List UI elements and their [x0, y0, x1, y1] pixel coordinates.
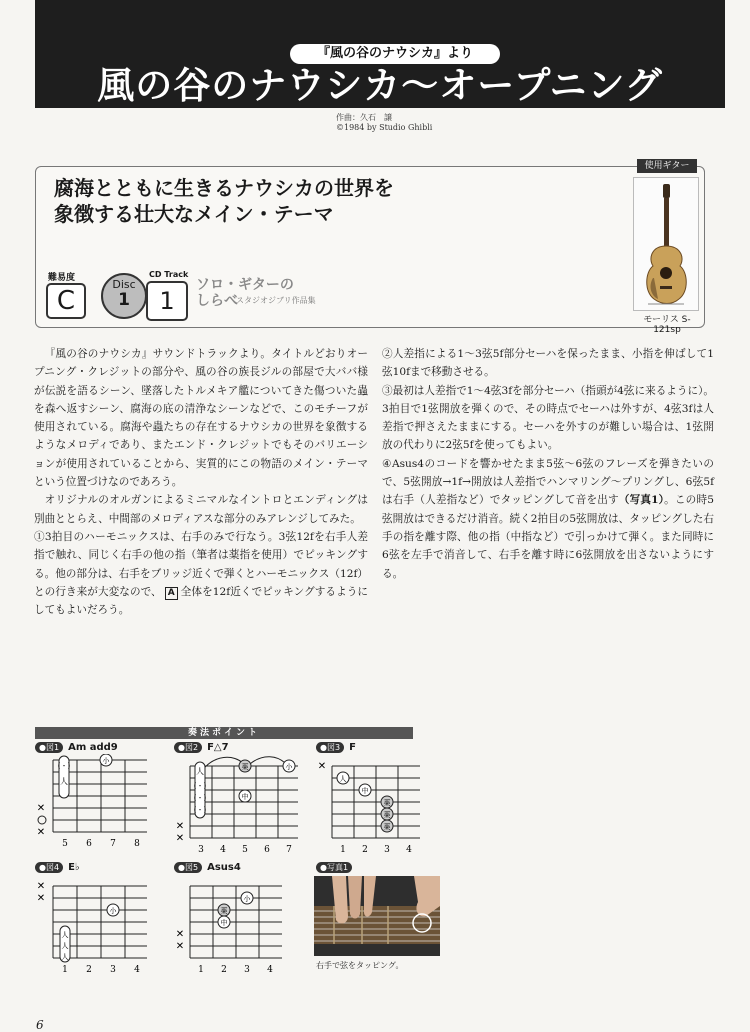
finger-mark: 人 — [339, 775, 347, 783]
diagram-tag: ●図3 — [316, 742, 344, 753]
paragraph: オリジナルのオルガンによるミニマルなイントロとエンディングは別曲ととらえ、中間部のメロディアスな部分のみアレンジしてみた。 — [34, 494, 368, 525]
fretboard — [174, 874, 294, 979]
tapping-photo-image — [314, 876, 440, 956]
svg-text:✕: ✕ — [36, 893, 46, 904]
diagram-tag: ●図4 — [35, 862, 63, 873]
finger-mark: 人 — [60, 777, 68, 786]
fret-number: 8 — [134, 839, 140, 849]
svg-text:✕: ✕ — [175, 821, 185, 832]
boxed-marker: A — [165, 587, 178, 600]
fret-number: 3 — [198, 845, 204, 855]
diagram-tag: ●図5 — [174, 862, 202, 873]
finger-mark: 小 — [243, 895, 251, 903]
svg-text:✕: ✕ — [175, 929, 185, 940]
svg-text:✕: ✕ — [317, 761, 327, 772]
chord-name: E♭ — [68, 862, 80, 873]
finger-mark: 中 — [361, 787, 369, 795]
page-number: 6 — [36, 1018, 44, 1032]
fretboard — [316, 754, 426, 859]
chord-name: Am add9 — [68, 742, 118, 753]
disc-badge — [101, 273, 147, 319]
fret-number: 3 — [384, 845, 390, 855]
paragraph-text: ④Asus4のコードを響かせたまま5弦〜6弦のフレーズを弾きたいので、5弦開放→1f→開放は人差指でハンマリング〜プリングし、6弦5fは右手（人差指など）でタッピングして音を出す — [382, 457, 714, 507]
guitar-photo — [633, 177, 699, 311]
fret-number: 3 — [110, 965, 116, 975]
chord-diagram-2 — [174, 742, 304, 857]
playing-points-bar: 奏法ポイント — [35, 727, 413, 739]
fret-number: 7 — [286, 845, 292, 855]
photo-caption: 右手で弦をタッピング。 — [316, 961, 404, 970]
fret-number: 6 — [86, 839, 92, 849]
difficulty-value: C — [46, 283, 86, 319]
fretboard — [174, 754, 304, 859]
paragraph: ②人差指による1〜3弦5f部分セーハを保ったまま、小指を伸ばして1弦10fまで移動させる。 — [382, 348, 714, 379]
finger-mark: 小 — [285, 763, 293, 771]
guitar-caption: モーリス S-121sp — [643, 315, 691, 335]
finger-mark: 小 — [109, 907, 117, 915]
finger-mark: 薬 — [220, 907, 228, 915]
disc-number: 1 — [118, 290, 130, 310]
fret-number: 7 — [110, 839, 116, 849]
chord-diagram-4 — [35, 862, 155, 977]
intro-heading-line1: 腐海とともに生きるナウシカの世界を — [54, 176, 394, 200]
series-subtitle: スタジオジブリ作品集 — [236, 296, 316, 305]
difficulty-label: 難易度 — [48, 273, 76, 283]
diagram-tag: ●図1 — [35, 742, 63, 753]
photo-tag: ●写真1 — [316, 862, 352, 873]
cd-track-label: CD Track — [149, 270, 189, 279]
fret-number: 6 — [264, 845, 270, 855]
intro-heading — [54, 175, 414, 227]
credits — [336, 113, 432, 133]
series-title-line2: しらべ — [196, 293, 238, 309]
guitar-label: 使用ギター — [637, 159, 697, 173]
fret-number: 2 — [86, 965, 92, 975]
page-title: 風の谷のナウシカ〜オープニング — [97, 63, 663, 107]
title-header — [35, 0, 725, 108]
finger-mark: 薬 — [383, 811, 391, 819]
finger-mark: 人 — [61, 953, 69, 961]
fretboard — [35, 754, 155, 859]
fret-number: 4 — [267, 965, 273, 975]
chord-diagram-5 — [174, 862, 294, 977]
svg-text:✕: ✕ — [36, 827, 46, 838]
fret-number: 5 — [242, 845, 248, 855]
photo-reference: （写真1） — [618, 494, 665, 507]
paragraph: 『風の谷のナウシカ』サウンドトラックより。タイトルどおりオープニング・クレジットの部分や、風の谷の族長ジルの部屋で大ババ様が伝説を語るシーン、墜落したトルメキア艦についてきた傷ついた蟲を森へ返すシーン、腐海の底の清浄なシーンなどで、このモチーフが使用されている。腐海や蟲たちの存在するナウシカの世界を象徴するようなメロディであり、またエンド・クレジットでもそのバリエーションが使用されていることから、実質的にこの物語のメイン・テーマという位置づけなのであろう。 — [34, 348, 368, 489]
fretboard — [35, 874, 155, 979]
paragraph: ③最初は人差指で1〜4弦3fを部分セーハ（指頭が4弦に来るように）。3拍目で1弦開放を弾くので、その時点でセーハは外すが、4弦3fは人差指で押さえたままにする。セーハを外すのが難しい場合は、1弦開放の代わりに2弦5fを使ってもよい。 — [382, 384, 714, 452]
body-left-column — [34, 345, 368, 619]
finger-mark: (・) — [193, 782, 207, 790]
copyright: ©1984 by Studio Ghibli — [336, 123, 433, 132]
svg-text:✕: ✕ — [175, 833, 185, 844]
chord-name: Asus4 — [207, 862, 241, 873]
body-right-column — [382, 345, 714, 583]
finger-mark: 人 — [61, 931, 69, 939]
fret-number: 2 — [362, 845, 368, 855]
finger-mark: (・) — [193, 806, 207, 814]
intro-heading-line2: 象徴する壮大なメイン・テーマ — [54, 202, 334, 226]
chord-name: F — [349, 742, 356, 753]
svg-text:✕: ✕ — [36, 881, 46, 892]
fret-number: 1 — [198, 965, 204, 975]
finger-mark: 小 — [102, 757, 110, 765]
composer-credit: 作曲：久石 譲 — [336, 113, 392, 122]
fret-number: 4 — [220, 845, 226, 855]
paragraph-text: 。この時5弦開放はできるだけ消音。続く2拍目の5弦開放は、タッピングした右手の指を離す際、他の指（中指など）で引っかけて弾く。また同時に6弦を左手で消音して、右手を離す時に6弦開放を出さないようにする。 — [382, 494, 714, 580]
subtitle: 『風の谷のナウシカ』より — [290, 44, 500, 64]
fret-number: 1 — [340, 845, 346, 855]
chord-name: F△7 — [207, 742, 229, 753]
fret-number: 4 — [406, 845, 412, 855]
cd-track-number: 1 — [146, 281, 188, 321]
finger-mark: 人 — [196, 767, 204, 776]
finger-mark: (・) — [193, 794, 207, 802]
chord-diagram-1 — [35, 742, 155, 857]
paragraph-text: ①3拍目のハーモニックスは、右手のみで行なう。3弦12fを右手人差指で触れ、同じく右手の他の指（筆者は薬指を使用）でピッキングする。他の部分は、右手をブリッジ近くで弾くとハーモニックス（12f）との行き来が大変なので、 — [34, 530, 368, 598]
intro-box — [35, 161, 705, 335]
finger-mark: 中 — [241, 793, 249, 801]
tapping-photo — [314, 876, 440, 956]
paragraph — [382, 455, 714, 583]
paragraph-text: 全体を12f近くでピッキングするようにしてもよいだろう。 — [34, 585, 368, 617]
finger-mark: 薬 — [383, 799, 391, 807]
fret-number: 5 — [62, 839, 68, 849]
series-title-line1: ソロ・ギターの — [196, 277, 294, 293]
finger-mark: 人 — [61, 942, 69, 950]
diagram-tag: ●図2 — [174, 742, 202, 753]
svg-text:✕: ✕ — [175, 941, 185, 952]
chord-diagram-3 — [316, 742, 426, 857]
photo-label — [316, 862, 357, 873]
disc-word: Disc — [112, 278, 136, 291]
fret-number: 4 — [134, 965, 140, 975]
finger-mark: 薬 — [383, 823, 391, 831]
finger-mark: 中 — [220, 919, 228, 927]
finger-mark: (・) — [57, 762, 71, 770]
svg-text:✕: ✕ — [36, 803, 46, 814]
guitar-image — [634, 178, 698, 310]
fret-number: 2 — [221, 965, 227, 975]
paragraph — [34, 528, 368, 619]
fret-number: 3 — [244, 965, 250, 975]
finger-mark: 薬 — [241, 763, 249, 771]
fret-number: 1 — [62, 965, 68, 975]
